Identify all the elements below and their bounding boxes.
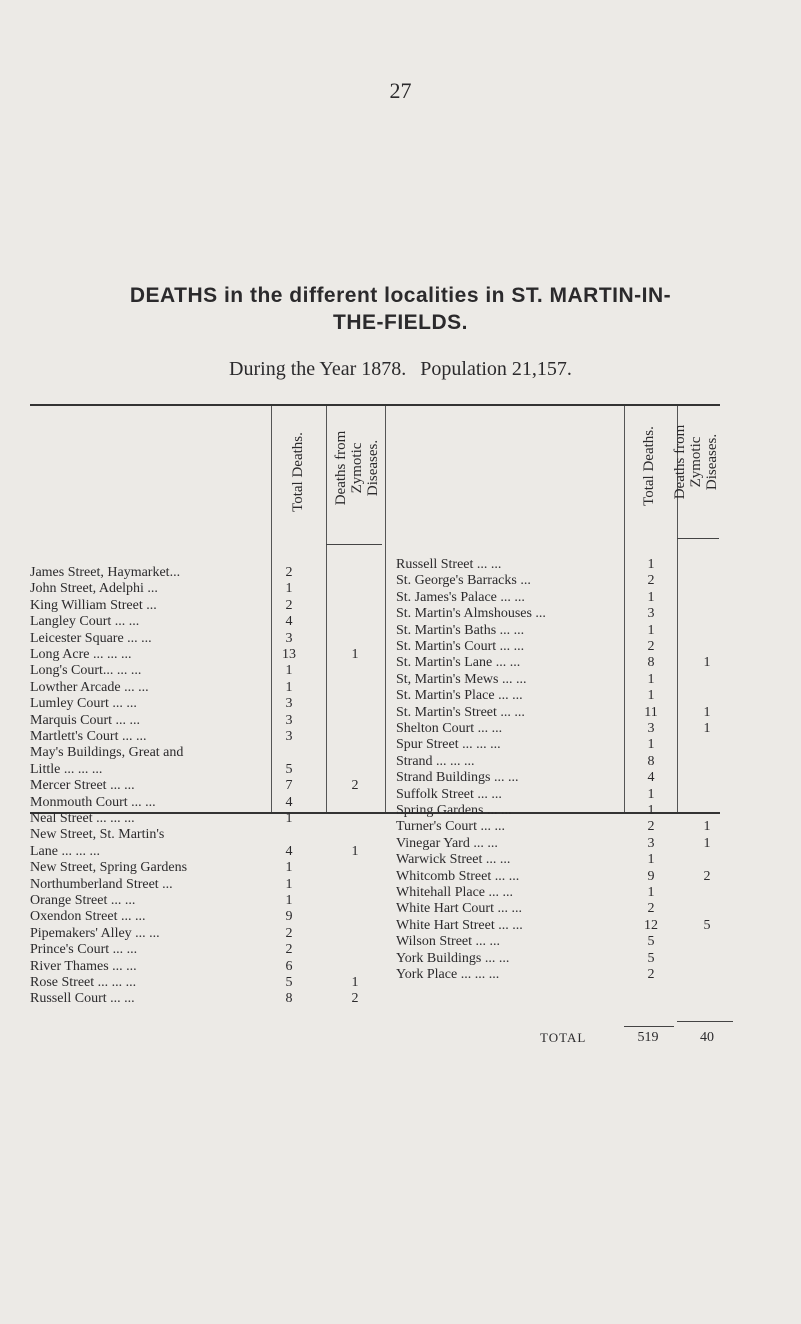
locality-name: St. Martin's Almshouses ... (396, 606, 546, 622)
page-title (20, 282, 781, 336)
column-rule (326, 406, 327, 812)
page-number: 27 (389, 78, 412, 103)
locality-name: Lowther Arcade ... ... (30, 679, 149, 695)
total-deaths: 1 (285, 663, 293, 679)
total-deaths: 8 (647, 655, 655, 671)
locality-name: St. Martin's Baths ... ... (396, 622, 525, 638)
locality-name: Mercer Street ... ... (30, 778, 135, 794)
locality-name: Rose Street ... ... ... (30, 975, 137, 990)
locality-name: St. Martin's Lane ... ... (396, 655, 521, 671)
locality-name: May's Buildings, Great and (30, 745, 184, 761)
total-deaths: 2 (647, 967, 655, 982)
total-deaths: 11 (644, 704, 658, 720)
total-deaths: 2 (285, 925, 293, 941)
zymotic-deaths: 1 (703, 835, 711, 851)
locality-name: Langley Court ... ... (30, 614, 140, 630)
header-total-deaths-left: Total Deaths. (290, 432, 306, 512)
locality-name: Lane ... ... ... (30, 843, 100, 859)
total-deaths: 1 (647, 589, 655, 605)
total-deaths: 13 (282, 647, 296, 662)
zymotic-deaths: 2 (351, 778, 359, 794)
total-deaths: 3 (285, 630, 293, 646)
locality-name: St. Martin's Place ... ... (396, 688, 523, 704)
total-deaths: 9 (285, 909, 293, 925)
total-deaths: 1 (285, 811, 293, 826)
locality-name: St. James's Palace ... ... (396, 589, 525, 605)
zymotic-deaths: 2 (703, 868, 711, 884)
total-deaths: 2 (285, 942, 293, 958)
locality-name: Strand Buildings ... ... (396, 770, 519, 786)
total-deaths: 1 (647, 852, 655, 868)
total-deaths: 1 (647, 885, 655, 900)
column-rule (624, 406, 625, 812)
total-deaths: 1 (647, 557, 655, 572)
locality-name: New Street, Spring Gardens (30, 860, 188, 876)
total-deaths: 1 (647, 803, 655, 818)
total-deaths: 1 (647, 737, 655, 753)
locality-name: St. Martin's Court ... ... (396, 639, 525, 654)
locality-name: Vinegar Yard ... ... (396, 835, 498, 851)
locality-name: Whitcomb Street ... ... (396, 868, 520, 884)
locality-name: Prince's Court ... ... (30, 942, 138, 958)
locality-name: Martlett's Court ... ... (30, 729, 147, 744)
locality-name: New Street, St. Martin's (30, 827, 165, 843)
locality-name: Pipemakers' Alley ... ... (30, 925, 160, 941)
locality-name: Strand ... ... ... (396, 753, 475, 769)
zymotic-deaths: 1 (703, 655, 711, 671)
total-deaths: 1 (647, 622, 655, 638)
zymotic-deaths: 1 (703, 721, 711, 736)
subtitle (0, 358, 801, 381)
locality-name: Whitehall Place ... ... (396, 885, 514, 900)
locality-name: Long's Court... ... ... (30, 663, 142, 679)
total-deaths: 1 (647, 671, 655, 687)
locality-name: Lumley Court ... ... (30, 696, 137, 712)
table-top-rule (30, 404, 720, 406)
locality-name: Little ... ... ... (30, 761, 103, 777)
locality-name: Marquis Court ... ... (30, 712, 141, 728)
total-deaths: 3 (285, 729, 293, 744)
locality-name: Spring Gardens ... ... (396, 803, 512, 818)
locality-name: Long Acre ... ... ... (30, 647, 132, 662)
header-underline (326, 544, 382, 545)
subtitle-year: During the Year 1878. (229, 358, 407, 380)
total-deaths: 9 (647, 868, 655, 884)
locality-name: Shelton Court ... ... (396, 721, 503, 736)
locality-name: River Thames ... ... (30, 958, 137, 974)
zymotic-deaths: 1 (351, 975, 359, 990)
locality-name: Monmouth Court ... ... (30, 794, 156, 810)
subtitle-population: Population 21,157. (420, 358, 572, 380)
total-deaths: 3 (647, 835, 655, 851)
locality-name: Neal Street ... ... ... (30, 811, 135, 826)
locality-name: Orange Street ... ... (30, 893, 136, 908)
locality-name: James Street, Haymarket... (30, 565, 181, 580)
total-deaths: 5 (647, 950, 655, 966)
zymotic-deaths: 2 (351, 991, 359, 1007)
total-deaths: 1 (285, 893, 293, 908)
locality-name: White Hart Court ... ... (396, 901, 522, 917)
total-deaths: 12 (644, 917, 658, 933)
total-deaths: 8 (647, 753, 655, 769)
total-deaths: 5 (285, 761, 293, 777)
total-deaths-sum: 519 (637, 1030, 659, 1045)
header-underline (677, 538, 719, 539)
total-deaths: 2 (285, 597, 293, 613)
locality-name: John Street, Adelphi ... (30, 581, 158, 597)
header-total-deaths-right: Total Deaths. (641, 426, 657, 506)
total-deaths: 3 (647, 721, 655, 736)
total-deaths: 4 (647, 770, 655, 786)
total-deaths: 5 (647, 934, 655, 950)
locality-name: York Buildings ... ... (396, 950, 510, 966)
column-rule (271, 406, 272, 812)
locality-name: Wilson Street ... ... (396, 934, 501, 950)
total-deaths: 4 (285, 794, 293, 810)
locality-name: St. George's Barracks ... (396, 573, 531, 589)
zymotic-deaths: 1 (351, 647, 359, 662)
total-deaths: 2 (285, 565, 293, 580)
header-zymotic-left: Deaths from Zymotic Diseases. (333, 430, 381, 506)
locality-name: Oxendon Street ... ... (30, 909, 146, 925)
total-deaths: 1 (285, 876, 293, 892)
locality-name: Northumberland Street ... (30, 876, 173, 892)
locality-name: White Hart Street ... ... (396, 917, 523, 933)
total-rule (677, 1021, 733, 1022)
zymotic-deaths: 1 (351, 843, 359, 859)
total-deaths: 3 (285, 696, 293, 712)
total-deaths: 8 (285, 991, 293, 1007)
total-deaths: 4 (285, 614, 293, 630)
total-deaths: 5 (285, 975, 293, 990)
header-zymotic-right: Deaths from Zymotic Diseases. (672, 424, 720, 500)
locality-name: Leicester Square ... ... (30, 630, 152, 646)
locality-name: Russell Street ... ... (396, 557, 502, 572)
total-deaths: 1 (647, 688, 655, 704)
locality-name: York Place ... ... ... (396, 967, 500, 982)
locality-name: St. Martin's Street ... ... (396, 704, 525, 720)
total-deaths: 1 (285, 860, 293, 876)
zymotic-deaths: 1 (703, 819, 711, 835)
locality-name: St, Martin's Mews ... ... (396, 671, 527, 687)
total-label: TOTAL (540, 1030, 587, 1045)
zymotic-deaths: 5 (703, 917, 711, 933)
locality-name: Suffolk Street ... ... (396, 786, 502, 802)
total-deaths: 4 (285, 843, 293, 859)
total-deaths: 6 (285, 958, 293, 974)
total-deaths: 2 (647, 573, 655, 589)
locality-name: Spur Street ... ... ... (396, 737, 501, 753)
title-line-1: DEATHS in the different localities in ST. MARTIN-IN- (129, 284, 672, 307)
total-deaths: 3 (285, 712, 293, 728)
total-deaths: 7 (285, 778, 293, 794)
total-zymotic-sum: 40 (700, 1030, 714, 1045)
title-line-2: THE-FIELDS. (333, 311, 468, 334)
total-deaths: 2 (647, 819, 655, 835)
locality-name: Warwick Street ... ... (396, 852, 511, 868)
total-deaths: 3 (647, 606, 655, 622)
column-rule (385, 406, 386, 812)
total-rule (624, 1026, 674, 1027)
total-deaths: 1 (647, 786, 655, 802)
locality-name: Turner's Court ... ... (396, 819, 505, 835)
total-deaths: 1 (285, 581, 293, 597)
zymotic-deaths: 1 (703, 704, 711, 720)
locality-name: Russell Court ... ... (30, 991, 135, 1007)
locality-name: King William Street ... (30, 597, 157, 613)
total-deaths: 2 (647, 639, 655, 654)
total-deaths: 1 (285, 679, 293, 695)
total-deaths: 2 (647, 901, 655, 917)
